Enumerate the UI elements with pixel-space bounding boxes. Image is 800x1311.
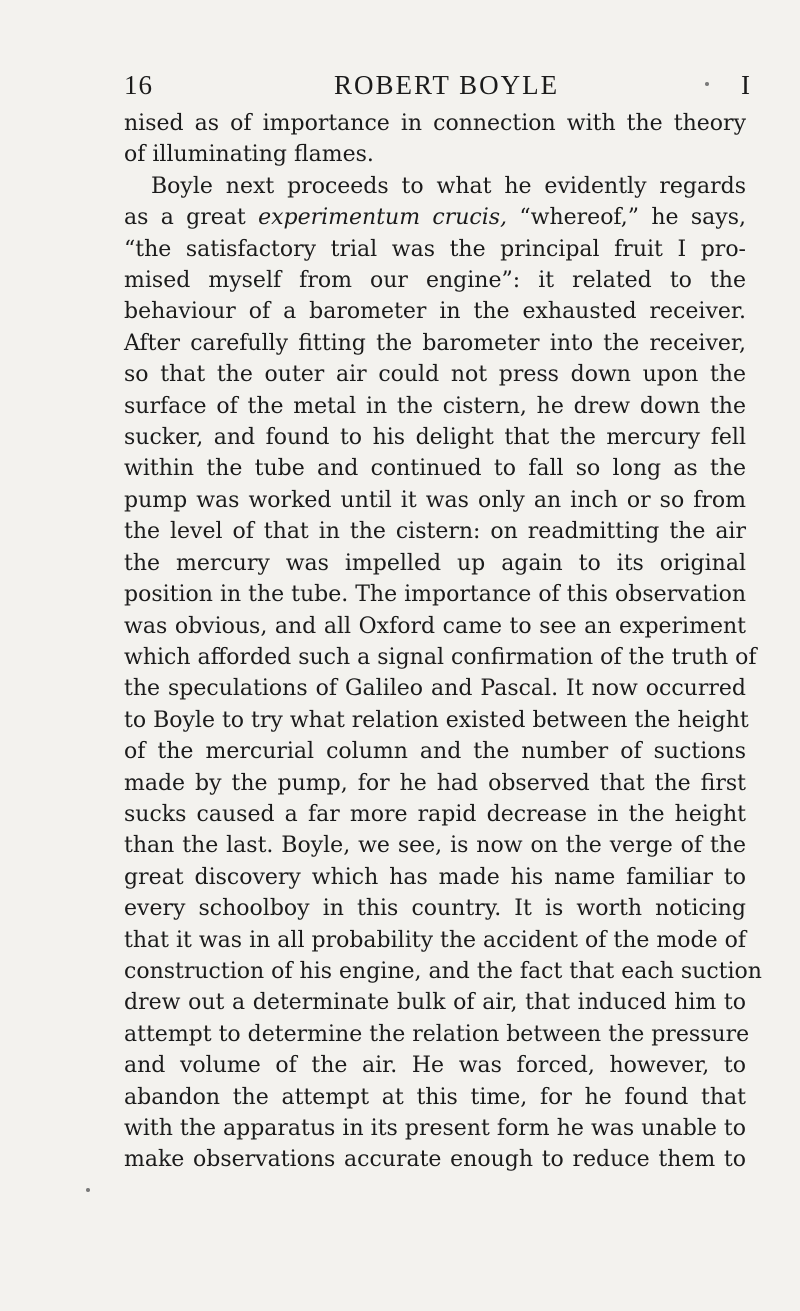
text-line: abandon the attempt at this time, for he found that — [124, 1084, 746, 1110]
text-line: within the tube and continued to fall so long as the — [124, 456, 746, 482]
text-fragment: “whereof,” he says, — [507, 205, 746, 231]
text-line: was obvious, and all Oxford came to see an experiment — [124, 613, 746, 639]
text-line: surface of the metal in the cistern, he drew down the — [124, 393, 746, 419]
text-line: construction of his engine, and the fact that each suction — [124, 958, 762, 984]
text-line: of illuminating flames. — [124, 142, 374, 168]
text-line — [124, 202, 746, 233]
text-line: great discovery which has made his name familiar to — [124, 864, 746, 890]
text-line: the speculations of Galileo and Pascal. It now occurred — [124, 676, 746, 702]
speck-mark — [705, 82, 709, 86]
text-line: made by the pump, for he had observed that the first — [124, 770, 746, 796]
body-text — [124, 108, 762, 1176]
part-marker: I — [741, 70, 751, 100]
running-head — [0, 62, 800, 102]
text-line: so that the outer air could not press down upon the — [124, 362, 746, 388]
text-line: pump was worked until it was only an inch or so from — [124, 487, 746, 513]
text-line: “the satisfactory trial was the principal fruit I pro- — [124, 236, 746, 262]
text-line: behaviour of a barometer in the exhausted receiver. — [124, 299, 746, 325]
running-title: ROBERT BOYLE — [334, 70, 560, 100]
text-line: every schoolboy in this country. It is worth noticing — [124, 896, 746, 922]
text-line: attempt to determine the relation between the pressure — [124, 1021, 750, 1047]
text-line: After carefully fitting the barometer into the receiver, — [124, 330, 746, 356]
text-line: sucks caused a far more rapid decrease in the height — [124, 801, 746, 827]
text-line: the level of that in the cistern: on readmitting the air — [124, 519, 746, 545]
text-line: with the apparatus in its present form he was unable to — [124, 1116, 746, 1141]
text-line: which afforded such a signal confirmation of the truth of — [124, 644, 757, 670]
text-line: to Boyle to try what relation existed between the height — [124, 707, 749, 733]
text-line: position in the tube. The importance of this observation — [124, 582, 747, 608]
text-line: than the last. Boyle, we see, is now on the verge of the — [124, 833, 746, 859]
text-line: Boyle next proceeds to what he evidently regards — [151, 173, 746, 199]
text-line: mised myself from our engine”: it related to the — [124, 268, 746, 294]
text-line: make observations accurate enough to reduce them to — [124, 1147, 746, 1173]
page-number: 16 — [124, 70, 153, 100]
text-line: and volume of the air. He was forced, however, to — [124, 1053, 746, 1079]
text-line: the mercury was impelled up again to its original — [124, 550, 746, 576]
text-line: sucker, and found to his delight that the mercury fell — [124, 425, 746, 451]
text-line: nised as of importance in connection with the theory — [124, 111, 746, 136]
text-line: of the mercurial column and the number of suctions — [124, 739, 746, 765]
text-line: drew out a determinate bulk of air, that induced him to — [124, 990, 746, 1016]
speck-mark — [86, 1188, 90, 1192]
italic-phrase: experimentum crucis, — [258, 205, 508, 231]
text-fragment: as a great — [124, 205, 259, 231]
text-line: that it was in all probability the accident of the mode of — [124, 927, 746, 953]
